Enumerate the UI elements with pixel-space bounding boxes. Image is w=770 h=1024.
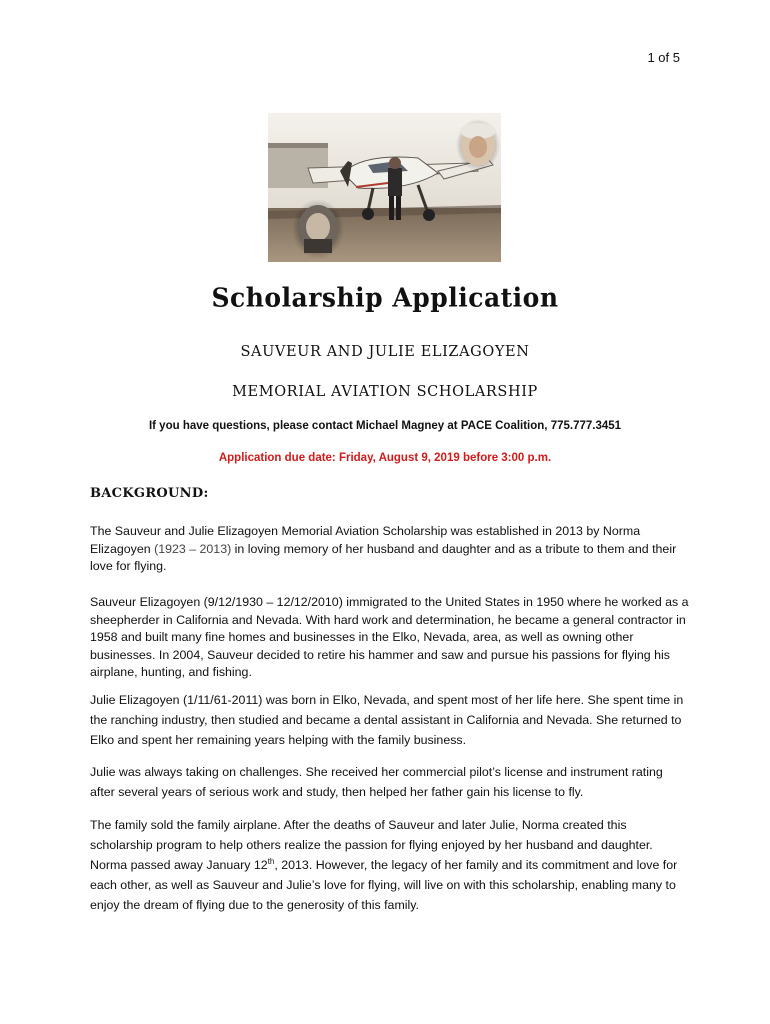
due-date: Application due date: Friday, August 9, 2019 before 3:00 p.m. xyxy=(218,452,552,464)
paragraph-text: The Sauveur and Julie Elizagoyen Memorial Aviation Scholarship was established in 2013 by Norma Elizagoyen xyxy=(90,524,641,556)
scholarship-type: MEMORIAL AVIATION SCHOLARSHIP xyxy=(232,384,538,400)
paragraph-history xyxy=(90,523,690,576)
page-title: Scholarship Application xyxy=(211,282,559,313)
paragraph-text: The family sold the family airplane. After the deaths of Sauveur and later Julie, Norma created this scholarship program to help others realize the passion for flying enjoyed by her husband and daughter. Norma passed away January 12 xyxy=(90,818,653,872)
page-number: 1 of 5 xyxy=(647,50,680,65)
paragraph-text: in loving memory of her husband and daughter and as a tribute to them and their love for flying. xyxy=(90,541,677,573)
paragraph-julie-challenges: Julie was always taking on challenges. She received her commercial pilot’s license and instrument rating after several years of serious work and study, then helped her father gain his license to fly. xyxy=(90,765,663,799)
paragraph-legacy xyxy=(90,815,690,915)
paragraph-julie: Julie Elizagoyen (1/11/61-2011) was born in Elko, Nevada, and spent most of her life here. She spent time in the ranching industry, then studied and became a dental assistant in California and Nevada. She returned to Elko and spent her remaining years helping with the family business. xyxy=(90,693,684,747)
paragraph-sauveur: Sauveur Elizagoyen (9/12/1930 – 12/12/2010) immigrated to the United States in 1950 where he worked as a sheepherder in California and Nevada. With hard work and determination, he became a general contractor in 1958 and built many fine homes and businesses in the Elko, Nevada, area, as well as owning other businesses. In 2004, Sauveur decided to retire his hammer and saw and pursue his passions for flying his airplane, hunting, and fishing. xyxy=(90,595,689,679)
background-heading: BACKGROUND: xyxy=(90,486,209,501)
contact-line: If you have questions, please contact Michael Magney at PACE Coalition, 775.777.3451 xyxy=(148,420,622,432)
ordinal-suffix: th xyxy=(267,856,275,866)
scholarship-name: SAUVEUR AND JULIE ELIZAGOYEN xyxy=(240,344,530,360)
lifespan-years: (1923 – 2013) xyxy=(154,541,232,556)
airplane-photo xyxy=(268,113,501,262)
paragraph-text: , 2013. However, the legacy of her family and its commitment and love for each other, as well as Sauveur and Julie’s love for flying, will live on with this scholarship, enabling many to enjoy the dream of flying due to the generosity of this family. xyxy=(90,858,678,912)
